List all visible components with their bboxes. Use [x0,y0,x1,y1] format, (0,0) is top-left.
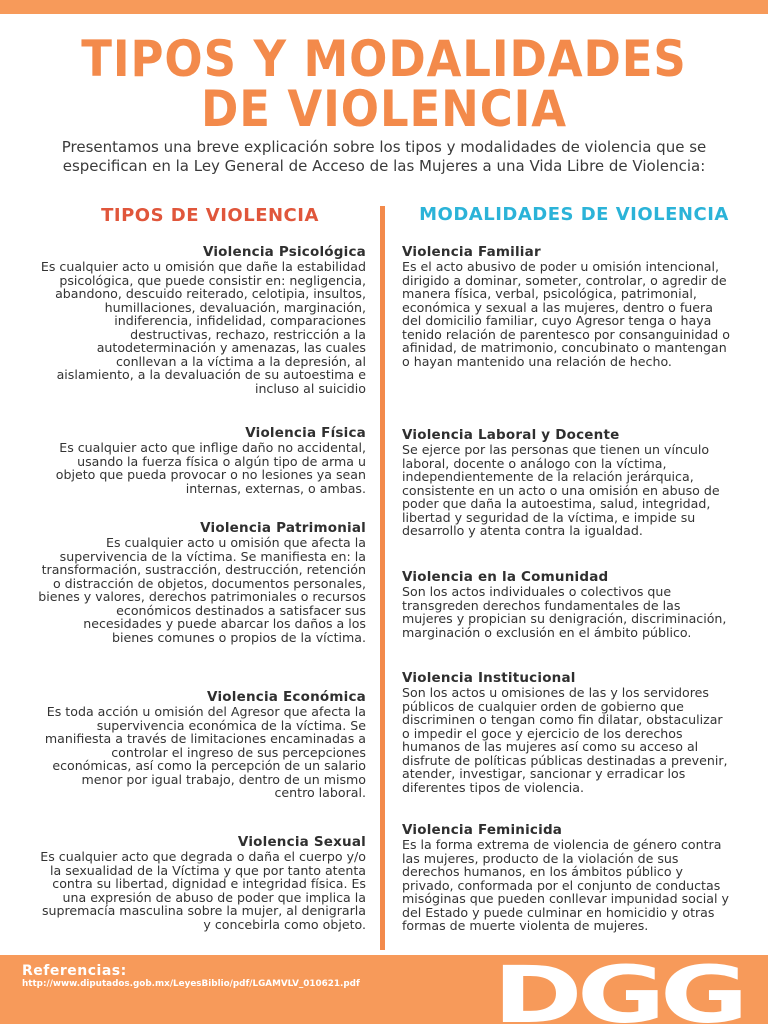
tipo-text: Es cualquier acto que degrada o daña el cuerpo y/o la sexualidad de la Víctima y que por tanto atenta contra su libertad, dignidad e integridad física. Es una expresión de abuso de poder que implica la supremacía masculina sobre la mujer, al denigrarla y concebirla como objeto. [40,849,366,932]
tipo-section [38,834,366,931]
modalidad-title: Violencia Laboral y Docente [402,427,620,443]
tipo-text: Es toda acción u omisión del Agresor que afecta la supervivencia económica de la víctima. Se manifiesta a través de limitaciones encaminadas a controlar el ingreso de sus percepciones económicas, así como la percepción de un salario menor por igual trabajo, dentro de un mismo centro laboral. [44,704,366,800]
tipo-title: Violencia Sexual [237,834,366,850]
modalidad-text: Es la forma extrema de violencia de género contra las mujeres, producto de la violación de sus derechos humanos, en los ámbitos público y privado, conformada por el conjunto de conductas misóginas que pueden conllevar impunidad social y del Estado y puede culminar en homicidio y otras formas de muerte violenta de mujeres. [402,837,729,933]
tipo-title: Violencia Psicológica [202,244,366,260]
references-label: Referencias: [22,963,127,979]
page-title: TIPOS Y MODALIDADES DE VIOLENCIA [81,30,687,138]
dgg-logo-text: DGG [493,958,743,1024]
tipo-text: Es cualquier acto que inflige daño no accidental, usando la fuerza física o algún tipo de arma u objeto que pueda provocar o no lesiones ya sean internas, externas, o ambas. [55,440,366,496]
reference-link[interactable]: http://www.diputados.gob.mx/LeyesBiblio/pdf/LGAMVLV_010621.pdf [22,979,360,989]
tipo-section [38,520,366,644]
modalidad-section [402,427,732,538]
modalidad-text: Es el acto abusivo de poder u omisión intencional, dirigido a dominar, someter, controlar, o agredir de manera física, verbal, psicológica, patrimonial, económica y sexual a las mujeres, dentro o fuera del domicilio familiar, cuyo Agresor tenga o haya tenido relación de parentesco por consanguinidad o afinidad, de matrimonio, concubinato o mantengan o hayan mantenido una relación de hecho. [402,259,730,369]
modalidad-section [402,822,732,933]
tipo-section [38,244,366,395]
modalidad-title: Violencia Feminicida [402,822,563,838]
modalidad-text: Son los actos u omisiones de las y los servidores públicos de cualquier orden de gobierno que discriminen o tengan como fin dilatar, obstaculizar o impedir el goce y ejercicio de los derechos humanos de las mujeres así como su acceso al disfrute de políticas públicas destinadas a prevenir, atender, investigar, sancionar y erradicar los diferentes tipos de violencia. [402,685,728,795]
tipo-text: Es cualquier acto u omisión que afecta la supervivencia de la víctima. Se manifiesta en: la transformación, sustracción, destrucción, retención o distracción de objetos, documentos personales, bienes y valores, derechos patrimoniales o recursos económicos destinados a satisfacer sus necesidades y puede abarcar los daños a los bienes comunes o propios de la víctima. [38,535,366,645]
modalidad-text: Son los actos individuales o colectivos que transgreden derechos fundamentales de las mujeres y propician su denigración, discriminación, marginación o exclusión en el ámbito público. [402,584,727,640]
tipo-section [38,689,366,800]
tipos-heading: TIPOS DE VIOLENCIA [101,205,319,226]
modalidades-heading: MODALIDADES DE VIOLENCIA [419,204,729,225]
modalidad-section [402,569,732,639]
tipo-title: Violencia Económica [207,689,366,705]
tipo-text: Es cualquier acto u omisión que dañe la estabilidad psicológica, que puede consistir en: negligencia, abandono, descuido reiterado, celotipia, insultos, humillaciones, devaluación, marginación, indiferencia, infidelidad, comparaciones destructivas, rechazo, restricción a la autodeterminación y amenazas, las cuales conllevan a la víctima a la depresión, al aislamiento, a la devaluación de su autoestima e incluso al suicidio [40,259,366,396]
tipo-section [38,425,366,495]
tipo-title: Violencia Física [245,425,366,441]
modalidad-section [402,670,732,794]
intro-paragraph: Presentamos una breve explicación sobre los tipos y modalidades de violencia que se especifican en la Ley General de Acceso de las Mujeres a una Vida Libre de Violencia: [61,138,707,175]
tipo-title: Violencia Patrimonial [200,520,366,536]
modalidad-title: Violencia Familiar [402,244,541,260]
modalidad-text: Se ejerce por las personas que tienen un vínculo laboral, docente o análogo con la víctima, independientemente de la relación jerárquica, consistente en un acto o una omisión en abuso de poder que daña la autoestima, salud, integridad, libertad y seguridad de la víctima, e impide su desarrollo y atenta contra la igualdad. [402,442,720,538]
top-accent-bar [0,0,768,14]
modalidad-section [402,244,732,368]
modalidad-title: Violencia Institucional [402,670,576,686]
modalidad-title: Violencia en la Comunidad [402,569,609,585]
dgg-logo [490,958,746,1024]
column-divider [380,206,385,950]
